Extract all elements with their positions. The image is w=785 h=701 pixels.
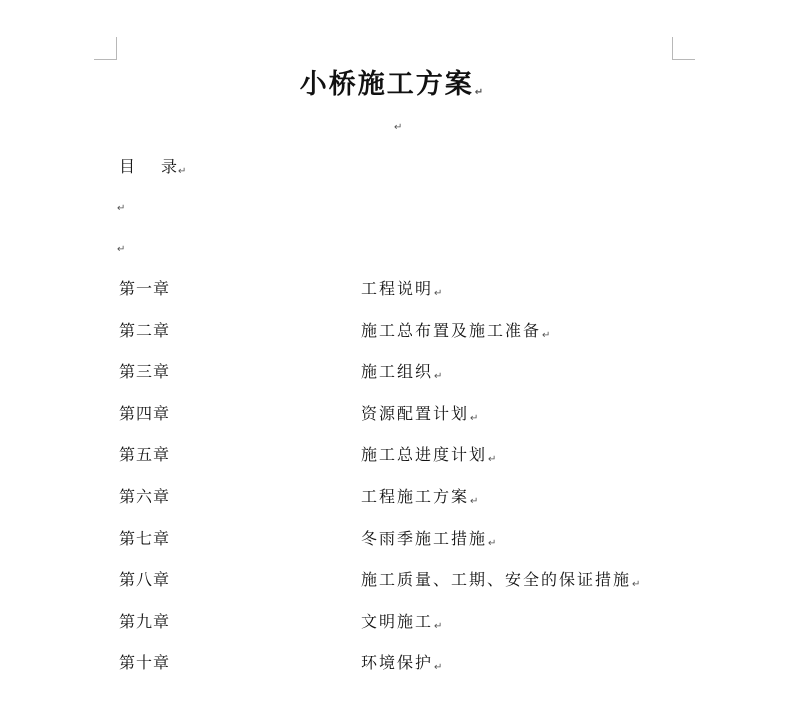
- toc-heading-part2: 录: [161, 157, 178, 176]
- toc-title: 施工总进度计划: [361, 445, 488, 465]
- toc-title: 工程说明: [361, 279, 434, 298]
- toc-row[interactable]: [119, 359, 679, 401]
- toc-title: 工程施工方案: [361, 486, 470, 506]
- paragraph-mark-icon: ↵: [542, 329, 553, 341]
- paragraph-mark-icon: ↵: [434, 662, 445, 674]
- toc-chapter: 第七章: [119, 528, 171, 548]
- toc-title: 环境保护: [361, 653, 434, 673]
- toc-title: 资源配置计划: [361, 403, 470, 423]
- paragraph-mark-icon: ↵: [434, 288, 445, 299]
- paragraph-mark-icon: ↵: [434, 371, 445, 383]
- toc-chapter: 第十章: [119, 653, 171, 673]
- paragraph-mark-icon: ↵: [474, 87, 486, 98]
- table-of-contents: [119, 276, 679, 692]
- toc-chapter: 第三章: [119, 362, 171, 382]
- crop-mark-top-right: [672, 37, 695, 60]
- toc-row[interactable]: [119, 401, 679, 443]
- toc-chapter: 第六章: [119, 486, 171, 506]
- toc-title: 施工总布置及施工准备: [361, 320, 542, 340]
- toc-title: 文明施工: [361, 611, 434, 631]
- toc-chapter: 第二章: [119, 320, 171, 340]
- toc-chapter: 第一章: [119, 279, 171, 298]
- toc-row[interactable]: [119, 650, 679, 692]
- toc-row[interactable]: [119, 609, 679, 651]
- empty-paragraph-mark-icon[interactable]: ↵: [117, 203, 126, 214]
- toc-row[interactable]: [119, 526, 679, 568]
- document-title-text: 小桥施工方案: [299, 69, 474, 100]
- paragraph-mark-icon: ↵: [488, 537, 499, 549]
- toc-heading-part1: 目: [119, 157, 136, 176]
- paragraph-mark-icon: ↵: [470, 412, 481, 424]
- toc-row[interactable]: [119, 484, 679, 526]
- toc-title: 施工组织: [361, 362, 434, 382]
- toc-title: 冬雨季施工措施: [361, 528, 488, 548]
- empty-paragraph-mark-icon[interactable]: ↵: [117, 244, 126, 255]
- toc-title: 施工质量、工期、安全的保证措施: [361, 570, 632, 590]
- paragraph-mark-icon: ↵: [488, 454, 499, 466]
- toc-chapter: 第五章: [119, 445, 171, 465]
- empty-paragraph-mark-icon[interactable]: ↵: [394, 122, 403, 133]
- paragraph-mark-icon: ↵: [434, 620, 445, 632]
- crop-mark-top-left: [94, 37, 117, 60]
- document-title[interactable]: [0, 62, 785, 101]
- toc-heading[interactable]: [119, 154, 186, 177]
- toc-chapter: 第八章: [119, 570, 171, 590]
- toc-row[interactable]: [119, 567, 679, 609]
- toc-chapter: 第九章: [119, 611, 171, 631]
- paragraph-mark-icon: ↵: [470, 495, 481, 507]
- toc-row[interactable]: [119, 318, 679, 360]
- toc-row[interactable]: [119, 276, 679, 318]
- paragraph-mark-icon: ↵: [632, 579, 643, 591]
- paragraph-mark-icon: ↵: [178, 166, 187, 177]
- toc-row[interactable]: [119, 442, 679, 484]
- toc-chapter: 第四章: [119, 403, 171, 423]
